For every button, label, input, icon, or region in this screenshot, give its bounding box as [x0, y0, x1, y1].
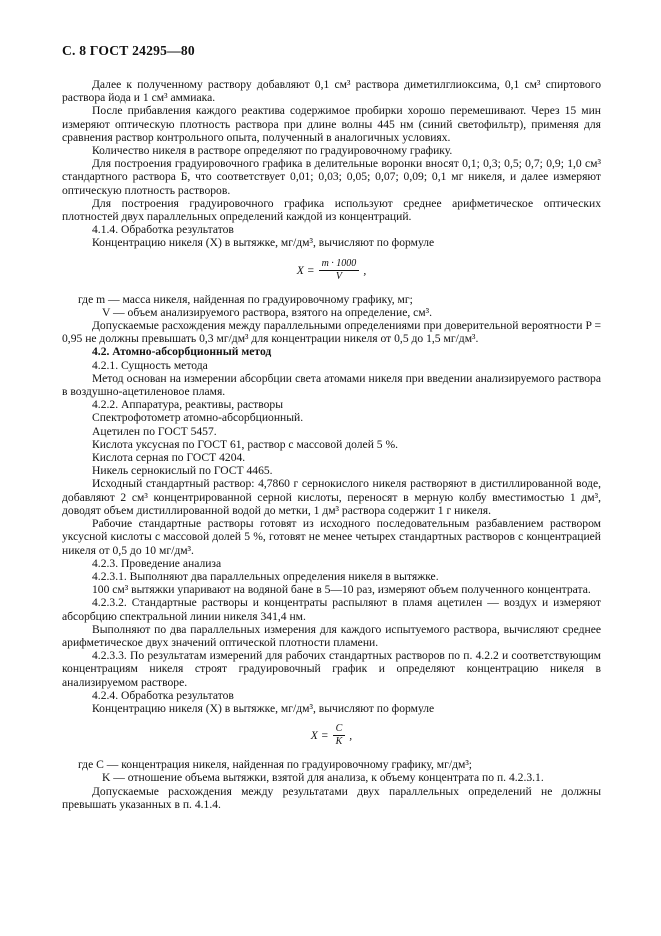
subsection-heading: 4.2.2. Аппаратура, реактивы, растворы — [92, 398, 283, 412]
formula-denominator: K — [335, 736, 343, 748]
formula-1 — [62, 258, 601, 283]
section-title: 4.2. Атомно-абсорбционный метод — [92, 345, 272, 359]
where-line: где C — концентрация никеля, найденная по градуировочному графику, мг/дм³; — [78, 758, 473, 772]
formula-lhs: X = — [296, 263, 315, 277]
paragraph: 4.2.3.2. Стандартные растворы и концентраты распыляют в пламя ацетилен — воздух и измеряют абсорбцию спектральной линии никеля 341,4 нм. — [62, 596, 601, 623]
where-line: V — объем анализируемого раствора, взятого на определение, см³. — [102, 305, 433, 319]
list-line: Кислота серная по ГОСТ 4204. — [92, 451, 246, 465]
paragraph: Рабочие стандартные растворы готовят из исходного последовательным разбавлением раствором уксусной кислоты с массовой долей 5 %, готовят не менее четырех стандартных растворов с концентрацией никеля от 0,5 до 10 мг/дм³. — [62, 517, 601, 557]
paragraph: Далее к полученному раствору добавляют 0,1 см³ раствора диметилглиоксима, 0,1 см³ спиртового раствора йода и 1 см³ аммиака. — [62, 78, 601, 105]
list-line: Спектрофотометр атомно-абсорбционный. — [92, 411, 304, 425]
list-line: Никель сернокислый по ГОСТ 4465. — [92, 464, 273, 478]
paragraph: Концентрацию никеля (X) в вытяжке, мг/дм³, вычисляют по формуле — [92, 701, 435, 715]
paragraph: Исходный стандартный раствор: 4,7860 г сернокислого никеля растворяют в дистиллированной воде, добавляют 2 см³ концентрированной серной кислоты, переносят в мерную колбу вместимостью 1 дм³, доводят объем дистиллированной водой до метки, 1 дм³ раствора содержит 1 г никеля. — [62, 477, 601, 517]
paragraph: 4.2.3.1. Выполняют два параллельных определения никеля в вытяжке. — [92, 569, 439, 583]
subsection-heading: 4.2.4. Обработка результатов — [92, 688, 234, 702]
formula-tail: , — [363, 263, 367, 277]
formula-fraction — [319, 258, 360, 283]
formula-2 — [62, 723, 601, 748]
paragraph: Для построения градуировочного графика в делительные воронки вносят 0,1; 0,3; 0,5; 0,7; 0,9; 1,0 см³ стандартного раствора Б, что соответствует 0,01; 0,03; 0,05; 0,07; 0,09; 0,1 мг никеля, и далее измеряют оптическую плотность растворов. — [62, 157, 601, 197]
list-line: Ацетилен по ГОСТ 5457. — [92, 424, 217, 438]
document-body — [62, 78, 601, 811]
subsection-heading: 4.1.4. Обработка результатов — [92, 223, 234, 237]
formula-fraction — [333, 723, 346, 748]
paragraph: Количество никеля в растворе определяют по градуировочному графику. — [92, 144, 453, 158]
formula-numerator: m · 1000 — [319, 258, 360, 271]
formula-tail: , — [349, 729, 353, 743]
subsection-heading: 4.2.1. Сущность метода — [92, 358, 208, 372]
where-line: K — отношение объема вытяжки, взятой для анализа, к объему концентрата по п. 4.2.3.1. — [102, 771, 544, 785]
paragraph: 4.2.3.3. По результатам измерений для рабочих стандартных растворов по п. 4.2.2 и соответствующим концентрациям никеля строят градуировочный график и определяют концентрацию никеля в анализируемом растворе. — [62, 649, 601, 689]
paragraph: Допускаемые расхождения между параллельными определениями при доверительной вероятности P = 0,95 не должны превышать 0,3 мг/дм³ для концентрации никеля от 0,5 до 1,5 мг/дм³. — [62, 319, 601, 346]
where-line: где m — масса никеля, найденная по градуировочному графику, мг; — [78, 292, 413, 306]
page-header: С. 8 ГОСТ 24295—80 — [62, 43, 195, 58]
formula-numerator: C — [333, 723, 346, 736]
list-line: Кислота уксусная по ГОСТ 61, раствор с массовой долей 5 %. — [92, 437, 399, 451]
paragraph: Допускаемые расхождения между результатами двух параллельных определений не должны превышать указанных в п. 4.1.4. — [62, 784, 601, 811]
paragraph: Для построения градуировочного графика используют среднее арифметическое оптических плотностей двух параллельных определений каждой из концентраций. — [62, 196, 601, 224]
paragraph: Концентрацию никеля (X) в вытяжке, мг/дм³, вычисляют по формуле — [92, 236, 435, 250]
paragraph: Выполняют по два параллельных измерения для каждого испытуемого раствора, вычисляют среднее арифметическое двух значений оптической плотности пламени. — [62, 622, 601, 649]
subsection-heading: 4.2.3. Проведение анализа — [92, 556, 222, 570]
paragraph: 100 см³ вытяжки упаривают на водяной бане в 5—10 раз, измеряют объем полученного концентрата. — [92, 583, 591, 597]
paragraph: После прибавления каждого реактива содержимое пробирки хорошо перемешивают. Через 15 мин измеряют оптическую плотность раствора при длине волны 445 нм (синий светофильтр), применяя для сравнения раствор контрольного опыта, полученный в аналогичных условиях. — [62, 104, 601, 144]
formula-denominator: V — [335, 270, 342, 282]
paragraph: Метод основан на измерении абсорбции света атомами никеля при введении анализируемого раствора в воздушно-ацетиленовое пламя. — [62, 371, 601, 399]
formula-lhs: X = — [310, 729, 329, 743]
